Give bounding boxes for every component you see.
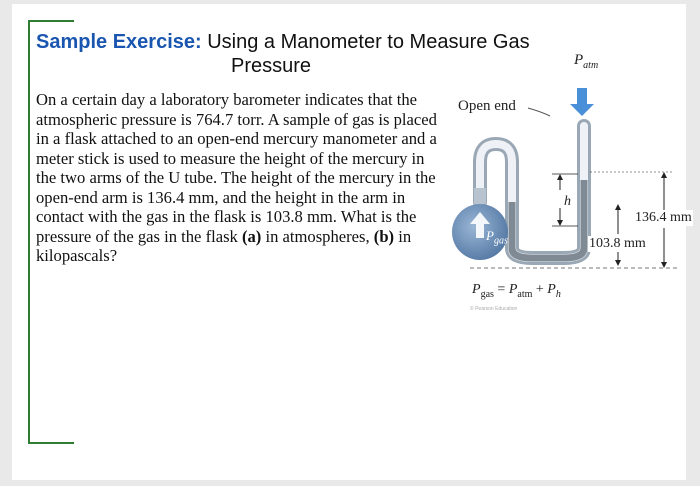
patm-symbol: P: [574, 52, 584, 68]
open-arm-dimension-head-lower: [661, 262, 667, 268]
patm-arrow-icon: [570, 88, 594, 116]
eq-t1-sub: atm: [517, 288, 533, 300]
eq-equals: =: [493, 282, 509, 297]
pgas-label: [486, 228, 508, 247]
eq-t1-symbol: P: [508, 282, 518, 297]
pgas-symbol: P: [486, 228, 494, 243]
pressure-equation: [472, 282, 561, 300]
problem-part-b: (b): [373, 226, 395, 246]
open-arm-dimension-head: [661, 172, 667, 178]
h-arrow-bottom-head: [557, 220, 563, 226]
credit-watermark: © Pearson Education: [470, 306, 518, 312]
slide: [12, 4, 692, 480]
gas-arm-dimension-head: [615, 204, 621, 210]
title-rest: Using a Manometer to Measure Gas: [207, 31, 530, 53]
problem-text-b: in atmospheres,: [261, 226, 374, 246]
open-arm-height-label: 136.4 mm: [635, 210, 692, 225]
h-label: h: [564, 194, 571, 209]
patm-label: [574, 52, 598, 71]
problem-statement: [36, 90, 448, 266]
eq-lhs-symbol: P: [472, 282, 481, 297]
gas-arm-dimension-head-lower: [615, 260, 621, 266]
patm-subscript: atm: [583, 60, 599, 71]
slide-bracket-top: [28, 20, 74, 22]
manometer-diagram: [452, 52, 692, 342]
title-line2: Pressure: [230, 55, 312, 77]
slide-bracket-side: [28, 20, 30, 444]
pgas-subscript: gas: [493, 235, 508, 247]
title-lead: Sample Exercise:: [36, 31, 202, 53]
eq-lhs-sub: gas: [480, 288, 494, 300]
problem-text-c: in kilopascals?: [36, 226, 412, 265]
h-arrow-top-head: [557, 174, 563, 180]
eq-plus: +: [532, 282, 548, 297]
problem-part-a: (a): [241, 226, 262, 246]
slide-bracket-bottom: [28, 442, 74, 444]
eq-t2-sub: h: [555, 288, 561, 300]
mercury-column: [512, 180, 584, 258]
flask-neck: [474, 188, 486, 204]
open-end-label: Open end: [458, 98, 516, 114]
gas-arm-height-label: 103.8 mm: [589, 236, 646, 251]
problem-text-a: On a certain day a laboratory barometer indicates that the atmospheric pressure is 764.7 torr. A sample of gas is placed in a flask attached to an open-end mercury manometer and a meter stick is used to measure the height of the mercury in the two arms of the U tube. The height of the mercury in the open-end arm is 136.4 mm, and the height in the arm in contact with the gas in the flask is 103.8 mm. What is the pressure of the gas in the flask: [36, 90, 437, 246]
eq-t2-symbol: P: [547, 282, 556, 297]
open-end-leader: [528, 108, 550, 116]
